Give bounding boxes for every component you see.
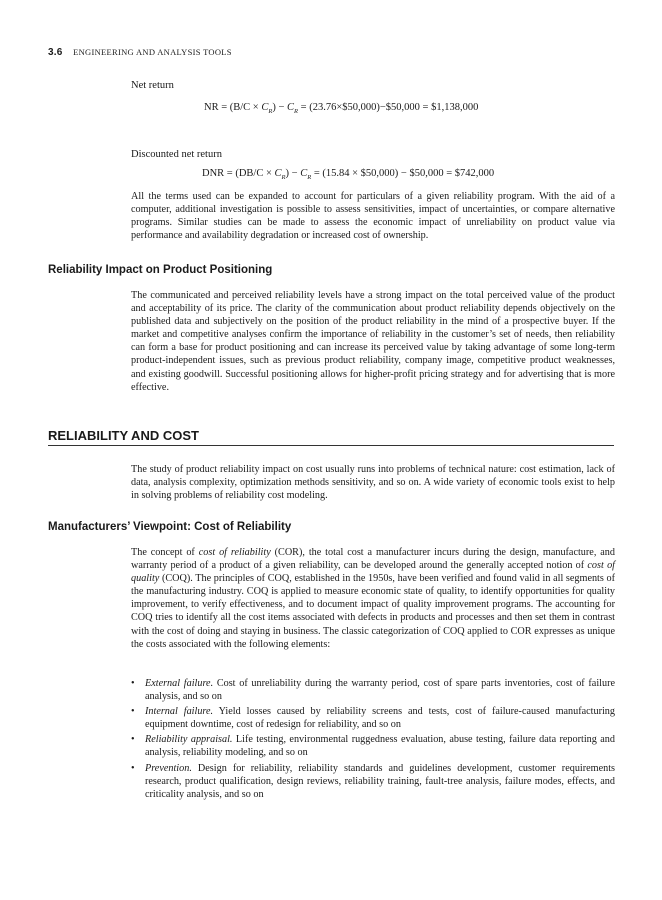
- coq-elements-list: [131, 677, 615, 803]
- term-cost-of-reliability: cost of reliability: [198, 547, 271, 558]
- cost-paragraph: The study of product reliability impact on cost usually runs into problems of technical nature: cost estimation, lack of data, analysis complexity, optimization methods sensitivity, and so on. A wide variety of economic tools exist to help in solving problems of reliability cost modeling.: [131, 464, 615, 502]
- term-cost-of-quality: cost of quality: [131, 560, 615, 585]
- discounted-net-return-label: Discounted net return: [131, 149, 222, 160]
- list-item: • Prevention. Design for reliability, reliability standards and guidelines development, customer requirements research, product qualification, design reviews, reliability training, fault-tree analysis, failure modes, effects, and criticality analysis, and so on: [131, 762, 615, 801]
- running-header: [48, 47, 232, 58]
- page-section-number: 3.6: [48, 47, 63, 58]
- list-item: • External failure. Cost of unreliability during the warranty period, cost of spare parts inventories, cost of failure analysis, and so on: [131, 677, 615, 703]
- heading-product-positioning: Reliability Impact on Product Positioning: [48, 264, 273, 276]
- net-return-equation: NR = $(B/C \times C_R) - C_R$ = (23.76×$50,000)−$50,000 = $1,138,000: [204, 102, 479, 116]
- list-item: • Reliability appraisal. Life testing, environmental ruggedness evaluation, abuse testing, failure data reporting and analysis, reliability modeling, and so on: [131, 733, 615, 759]
- heading-reliability-and-cost: RELIABILITY AND COST: [48, 428, 614, 446]
- manufacturers-paragraph: The concept of cost of reliability (COR), the total cost a manufacturer incurs during the design, manufacture, and warranty period of a product of a given reliability, can be developed around the generally accepted notion of cost of quality (COQ). The principles of COQ, established in the 1950s, have been verified and found valid in all segments of the manufacturing industry. COQ is applied to measure economic state of quality, to identify opportunities for quality improvement, to verify effectiveness, and to document impact of quality improvement programs. The accounting for COQ tries to identify all the cost items associated with defects in products and processes and then set them in contrast with the cost of doing and staying in business. The classic categorization of COQ applied to COR expresses as unique the costs associated with the following elements:: [131, 547, 615, 650]
- running-header-title: ENGINEERING AND ANALYSIS TOOLS: [73, 47, 232, 57]
- positioning-paragraph: The communicated and perceived reliability levels have a strong impact on the total perceived value of the product and acceptability of its price. The clarity of the communication about product reliability depends objectively on the published data and subjectively on the position of the product reliability in the mind of a prospective buyer. If the market and competitive analyses confirm the importance of reliability in the customer’s set of needs, then reliability can form a base for product positioning and can increase its perceived value by taking advantage of some long-term product-independent issues, such as previous product reliability, company image, competitive product weaknesses, and existing goodwill. Successful positioning allows for higher-profit pricing strategy and for advertising that is more effective.: [131, 290, 615, 393]
- list-item: • Internal failure. Yield losses caused by reliability screens and tests, cost of failure-caused manufacturing equipment downtime, cost of redesign for reliability, and so on: [131, 705, 615, 731]
- discounted-net-return-equation: DNR = $(DB/C \times C_R) - C_R = (15.84$ × $50,000) − $50,000 = $742,000: [202, 168, 495, 182]
- heading-manufacturers-viewpoint: Manufacturers’ Viewpoint: Cost of Reliability: [48, 521, 292, 533]
- terms-paragraph: All the terms used can be expanded to account for particulars of a given reliability program. With the aid of a computer, additional investigation is possible to assess sensitivities, impact of uncertainties, or compare alternative programs. Similar studies can be made to assess the economic impact of unreliability on product value via performance and availability degradation or increased cost of ownership.: [131, 191, 615, 242]
- net-return-label: Net return: [131, 80, 174, 91]
